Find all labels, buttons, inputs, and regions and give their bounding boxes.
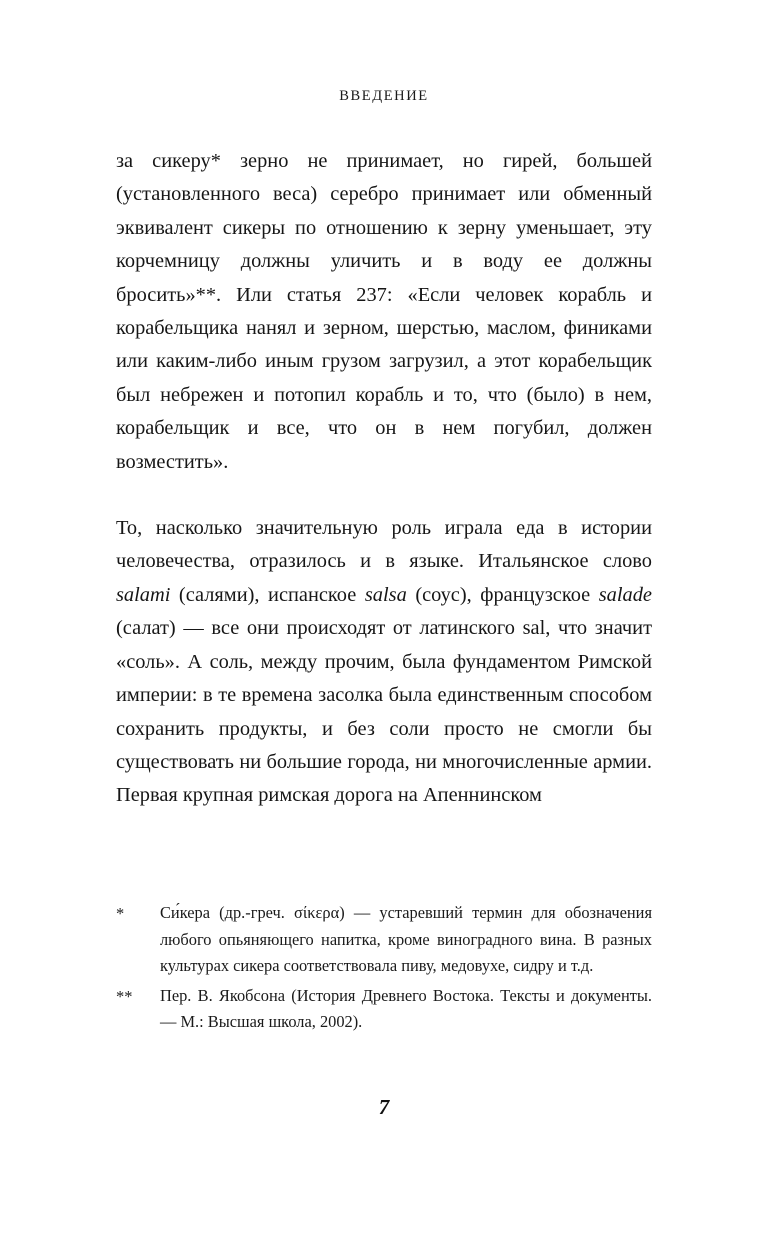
footnote-marker: * [116,904,125,923]
text-run: То, насколько значительную роль играла еда в истории человечества, отразилось и в языке. Итальянское слово [116,517,652,573]
footnote-item [116,983,652,1036]
text-run: за сикеру* зерно не принимает, но гирей, большей (установленного веса) серебро принимает или обменный эквивалент сикеры по отношению к зерну уменьшает, эту корчемницу должны уличить и в воду ее должны бросить»**. Или статья 237: «Если человек корабль и корабельщика нанял и зерном, шерстью, маслом, финиками или каким-либо иным грузом загрузил, а этот корабельщик был небрежен и потопил корабль и то, что (было) в нем, корабельщик и все, что он в нем погубил, должен возместить». [116,150,652,473]
footnote-block [116,900,652,1036]
emphasis-text: salade [598,583,652,606]
text-run: (салат) — все они происходят от латинского sal, что значит «соль». А соль, между прочим, была фундаментом Римской империи: в те времена засолка была единственным способом сохранить продукты, и без соли просто не смогли бы существовать ни большие города, ни многочисленные армии. Первая крупная римская дорога на Апеннинском [116,617,652,807]
footnote-item [116,900,652,980]
footnote-text: Си́кера (др.-греч. σίκερα) — устаревший термин для обозначения любого опьяняющего напитка, кроме виноградного вина. В разных культурах сикера соответствовала пиву, медовухе, сидру и т.д. [160,903,652,975]
emphasis-text: salami [116,583,171,606]
page-number: 7 [378,1095,390,1119]
running-head: ВВЕДЕНИЕ [339,88,429,104]
emphasis-text: salsa [364,583,407,606]
text-run: (соус), французское [406,583,599,606]
footnote-marker: ** [116,986,133,1006]
body-text-block [116,145,652,813]
paragraph [116,512,652,813]
footnote-text: Пер. В. Якобсона (История Древнего Востока. Тексты и документы. — М.: Высшая школа, 2002). [160,985,652,1031]
text-run: (салями), испанское [170,583,365,606]
paragraph [116,145,652,479]
